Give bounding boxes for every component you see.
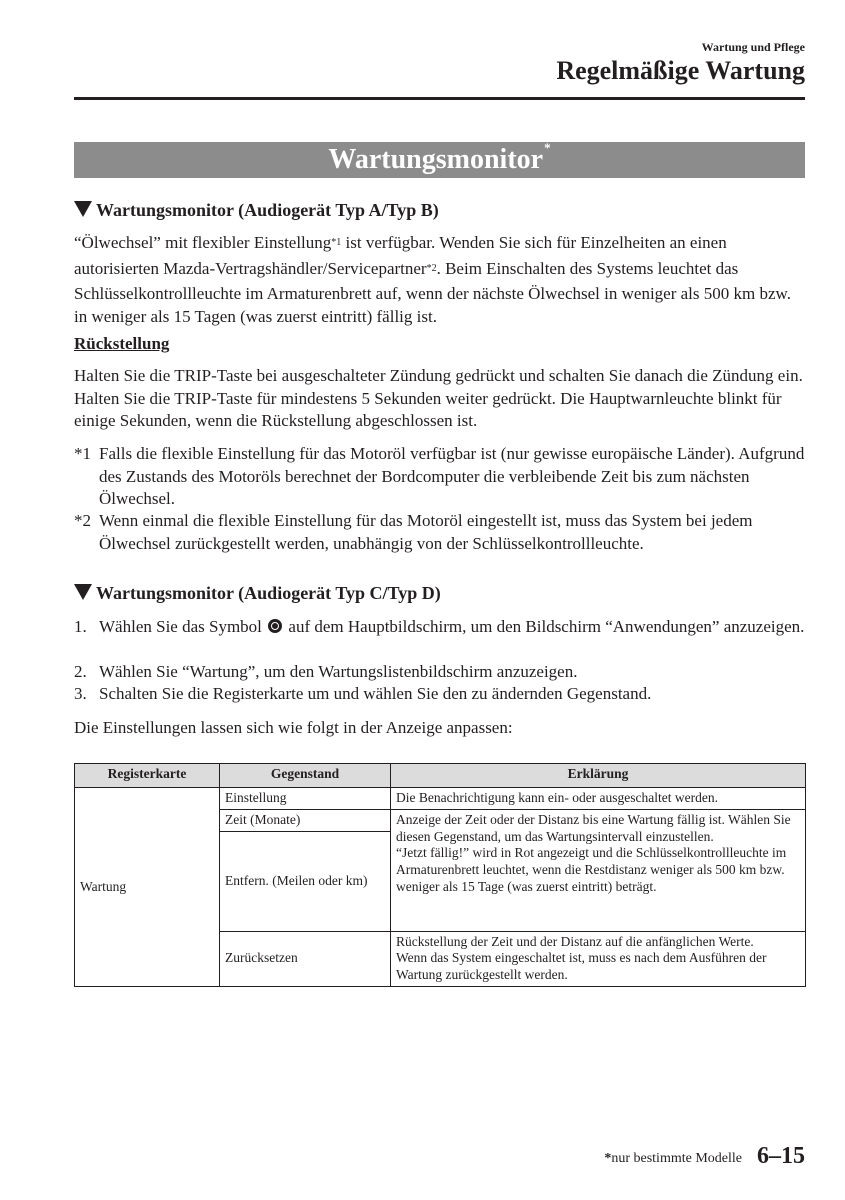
paragraph-oil-change <box>74 232 808 328</box>
footnote-mark: *2 <box>74 511 91 530</box>
section-label: Wartung und Pflege <box>701 40 805 54</box>
footnote-text: Wenn einmal die flexible Einstellung für das Motoröl eingestellt ist, muss das System bei jedem Ölwechsel zurückgestellt werden, unabhängig von der Schlüsselkontrollleuchte. <box>99 511 753 553</box>
col-header-tab: Registerkarte <box>75 764 220 788</box>
step-3 <box>74 683 808 706</box>
apps-symbol-icon <box>268 619 282 633</box>
footer-note-text: nur bestimmte Modelle <box>611 1151 742 1166</box>
footer-note <box>604 1151 742 1167</box>
heading-type-ab-text: Wartungsmonitor (Audiogerät Typ A/Typ B) <box>96 200 439 220</box>
heading-type-cd-text: Wartungsmonitor (Audiogerät Typ C/Typ D) <box>96 583 441 603</box>
expl-reset-a: Rückstellung der Zeit und der Distanz auf die anfänglichen Werte. <box>396 933 754 949</box>
table-intro: Die Einstellungen lassen sich wie folgt in der Anzeige anpassen: <box>74 718 513 737</box>
heading-type-cd <box>74 583 441 604</box>
step-number: 3. <box>74 684 87 703</box>
col-header-explanation: Erklärung <box>391 764 806 788</box>
section-banner <box>74 142 805 178</box>
para-part-b: ist verfügbar. Wenden Sie sich für Einzelheiten an einen autorisierten Mazda-Vertragshändler/Servicepartner <box>74 233 727 278</box>
step-2 <box>74 661 808 684</box>
step-number: 2. <box>74 662 87 681</box>
chapter-title: Regelmäßige Wartung <box>556 56 805 85</box>
heading-type-ab <box>74 200 439 221</box>
settings-table <box>74 763 806 987</box>
cell-expl-setting: Die Benachrichtigung kann ein- oder ausgeschaltet werden. <box>391 788 806 810</box>
step-number: 1. <box>74 617 87 636</box>
footnote-ref-1: *1 <box>331 237 342 248</box>
step-text-b: auf dem Hauptbildschirm, um den Bildschirm “Anwendungen” anzuzeigen. <box>284 617 805 636</box>
step-text: Wählen Sie “Wartung”, um den Wartungslistenbildschirm anzuzeigen. <box>99 662 578 681</box>
cell-expl-reset <box>391 931 806 986</box>
paragraph-reset: Halten Sie die TRIP-Taste bei ausgeschalteter Zündung gedrückt und schalten Sie danach die Zündung ein. Halten Sie die TRIP-Taste für mindestens 5 Sekunden weiter gedrückt. Die Hauptwarnleuchte blinkt für einige Sekunden, wenn die Rückstellung abgeschlossen ist. <box>74 366 803 430</box>
triangle-bullet-icon <box>74 201 92 217</box>
step-1 <box>74 616 808 639</box>
cell-item-time: Zeit (Monate) <box>220 809 391 831</box>
step-text: Schalten Sie die Registerkarte um und wählen Sie den zu ändernden Gegenstand. <box>99 684 652 703</box>
footnote-1 <box>74 443 808 511</box>
para-part-a: “Ölwechsel” mit flexibler Einstellung <box>74 233 332 252</box>
footnote-ref-2: *2 <box>426 262 437 274</box>
banner-title: Wartungsmonitor <box>328 144 544 175</box>
subheading-reset: Rückstellung <box>74 334 170 353</box>
expl-time-distance-a: Anzeige der Zeit oder der Distanz bis eine Wartung fällig ist. Wählen Sie diesen Gegenstand, um das Wartungsintervall einzustellen. <box>396 811 791 844</box>
footer-star: * <box>604 1151 612 1166</box>
cell-expl-time-distance <box>391 809 806 931</box>
cell-tab-wartung: Wartung <box>75 788 220 987</box>
cell-item-reset: Zurücksetzen <box>220 931 391 986</box>
step-text-a: Wählen Sie das Symbol <box>99 617 262 636</box>
expl-time-distance-b: “Jetzt fällig!” wird in Rot angezeigt und die Schlüsselkontrollleuchte im Armaturenbrett leuchtet, wenn die Restdistanz weniger als 500 km bzw. weniger als 15 Tage (was zuerst eintritt) beträgt. <box>396 845 787 894</box>
table-row <box>75 788 806 810</box>
footnote-mark: *1 <box>74 444 91 463</box>
cell-item-distance: Entfern. (Meilen oder km) <box>220 831 391 931</box>
banner-asterisk: * <box>544 140 551 155</box>
page-number: 6–15 <box>757 1143 805 1169</box>
header-rule <box>74 97 805 100</box>
expl-reset-b: Wenn das System eingeschaltet ist, muss es nach dem Ausführen der Wartung zurückgestellt werden. <box>396 950 767 983</box>
table-header-row <box>75 764 806 788</box>
triangle-bullet-icon <box>74 584 92 600</box>
footnote-text: Falls die flexible Einstellung für das Motoröl verfügbar ist (nur gewisse europäische Länder). Aufgrund des Zustands des Motoröls berechnet der Bordcomputer die verbleibende Zeit bis zum nächsten Ölwechsel. <box>99 444 805 508</box>
col-header-item: Gegenstand <box>220 764 391 788</box>
footnote-2 <box>74 510 808 555</box>
para-part-c: . Beim Einschalten des Systems leuchtet das Schlüsselkontrollleuchte im Armaturenbrett auf, wenn der nächste Ölwechsel in weniger als 500 km bzw. in weniger als 15 Tagen (was zuerst eintritt) fällig ist. <box>74 258 791 326</box>
cell-item-setting: Einstellung <box>220 788 391 810</box>
